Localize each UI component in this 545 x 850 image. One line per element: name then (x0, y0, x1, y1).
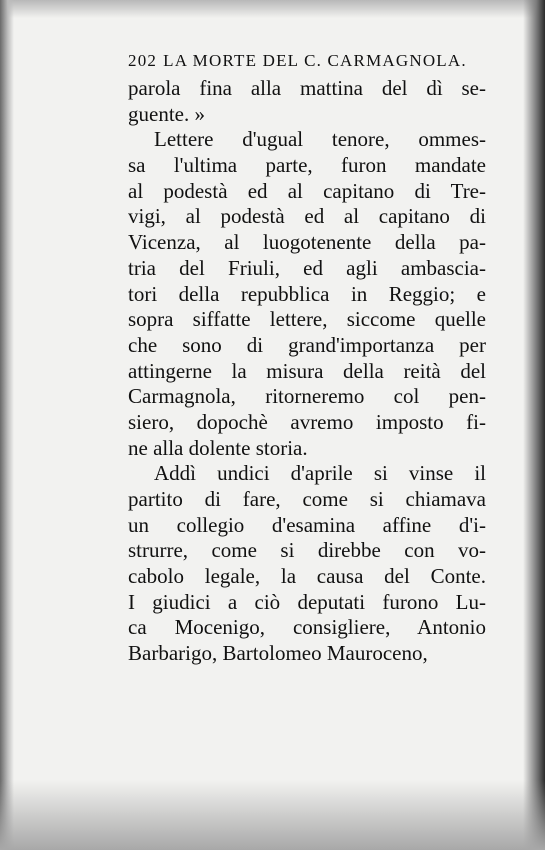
paragraph (128, 76, 486, 127)
text-line: che sono di grand'importanza per (128, 332, 486, 357)
text-line: Barbarigo, Bartolomeo Mauroceno, (128, 641, 428, 666)
paragraph (128, 461, 486, 667)
text-line: vigi, al podestà ed al capitano di (128, 204, 486, 229)
text-line: parola fina alla mattina del dì se- (128, 76, 486, 100)
text-line: tori della repubblica in Reggio; e (128, 281, 486, 306)
text-line: Vicenza, al luogotenente della pa- (128, 230, 486, 255)
running-title: LA MORTE DEL C. CARMAGNOLA. (163, 51, 467, 70)
text-line: Addì undici d'aprile si vinse il (154, 461, 486, 486)
text-line: ne alla dolente storia. (128, 435, 308, 460)
text-line: siero, dopochè avremo imposto fi- (128, 409, 486, 434)
page-right-shadow (523, 0, 545, 850)
running-head (128, 48, 486, 74)
text-line: attingerne la misura della reità del (128, 358, 486, 383)
page-left-shadow (0, 0, 14, 850)
text-line: al podestà ed al capitano di Tre- (128, 178, 486, 203)
text-line: un collegio d'esamina affine d'i- (128, 512, 486, 537)
text-line: cabolo legale, la causa del Conte. (128, 564, 486, 589)
text-line: I giudici a ciò deputati furono Lu- (128, 589, 486, 614)
text-line: guente. » (128, 101, 205, 126)
text-line: tria del Friuli, ed agli ambascia- (128, 255, 486, 280)
text-line: Lettere d'ugual tenore, ommes- (154, 127, 486, 152)
text-line: partito di fare, come si chiamava (128, 487, 486, 511)
text-line: sopra siffatte lettere, siccome quelle (128, 307, 486, 332)
text-line: Carmagnola, ritorneremo col pen- (128, 384, 486, 409)
paragraph (128, 127, 486, 461)
text-line: ca Mocenigo, consigliere, Antonio (128, 615, 486, 640)
page-bottom-shadow (0, 780, 545, 850)
page-number: 202 (128, 51, 158, 70)
page-top-shadow (0, 0, 545, 18)
body-text (128, 76, 486, 667)
page-text (128, 48, 486, 667)
text-line: sa l'ultima parte, furon mandate (128, 153, 486, 178)
text-line: strurre, come si direbbe con vo- (128, 538, 486, 563)
